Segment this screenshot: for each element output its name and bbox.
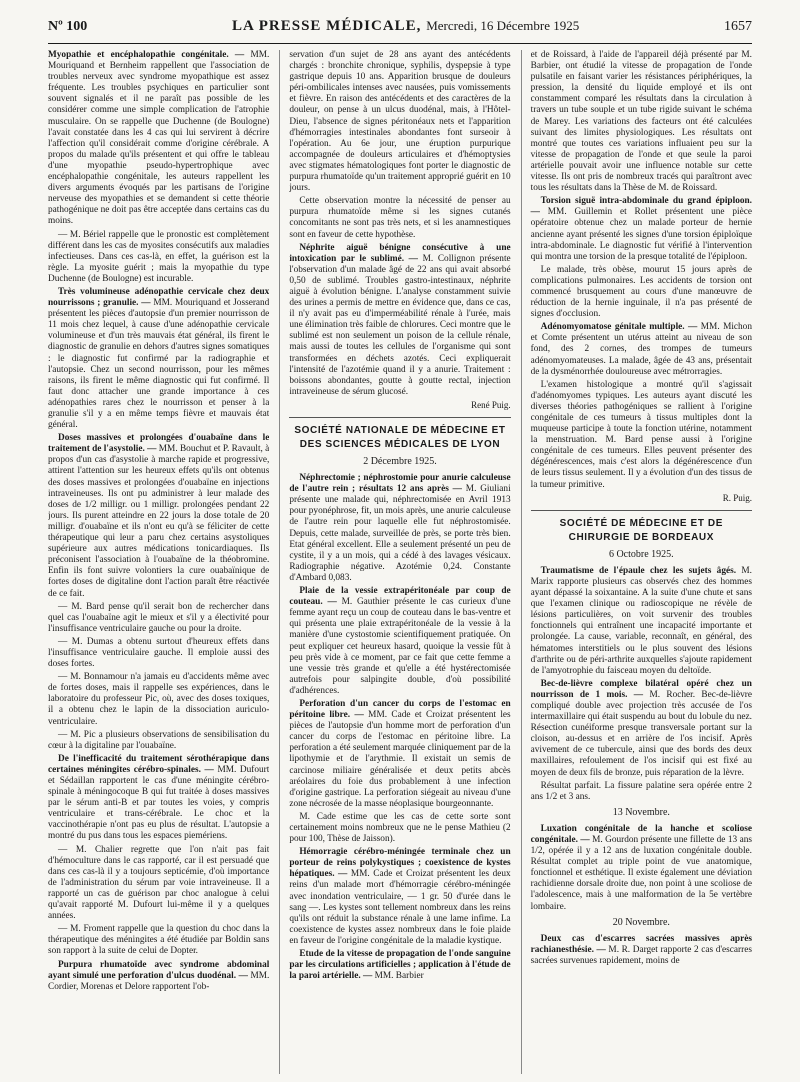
section-divider xyxy=(531,510,752,511)
paragraph xyxy=(48,287,269,431)
paragraph-text: MM. Dufourt et Sédaillan rapportent le cas d'une méningite cérébro-spinale à méningocoque B qui fut traitée à doses massives par le sérum anti-B et par toutes les voies, y compris ventriculaire et trans-cérébrale. Le choc et la vaccinothérapie n'ont pas eu plus de résultat. L'autopsie a montré du pus dans tous les espaces piemériens. xyxy=(48,764,270,842)
item-heading: Perforation d'un cancer du corps de l'estomac en péritoine libre. — xyxy=(289,698,511,721)
item-heading: Très volumineuse adénopathie cervicale chez deux nourrissons ; granulie. — xyxy=(48,286,270,309)
paragraph-text: MM. Guillemin et Rollet présentent une pièce opératoire obtenue chez un malade porteur de hernie ancienne ayant présenté les signes d'une torsion épiploïque intra-abdominale. Le diagnostic fut vérifié à l'intervention qui montra une torsion de la presque totalité de l'épiploon. xyxy=(530,207,752,262)
paragraph xyxy=(289,847,510,947)
paragraph: — M. Pic a plusieurs observations de sensibilisation du cœur à la digitaline par l'ouabaïne. xyxy=(48,729,270,751)
item-heading: Hémorragie cérébro-méningée terminale chez un porteur de reins polykystiques ; coexistence de kystes hépatiques. — xyxy=(289,847,511,880)
paragraph: — M. Bonnamour n'a jamais eu d'accidents même avec de fortes doses, mais il rappelle ses expériences, dans le laboratoire du professeur Pic, où, avec des doses toxiques, il a obtenu chez le lapin de la dissociation auriculo-ventriculaire. xyxy=(48,672,270,727)
issue-number: Nº 100 xyxy=(48,19,88,34)
paragraph-text: M. Marix rapporte plusieurs cas observés chez des hommes ayant dépassé la soixantaine. A la suite d'une chute et sans que l'examen clinique ou radioscopique ne révèle de lésions particulières, on voit survenir des troubles fonctionnels qui entraînent une incapacité importante et prolongée. La cause, variable, reconnaît, en général, des hématomes interstitiels ou le plus souvent des lésions d'arthrite ou de péri-arthrite auxquelles s'ajoute rapidement de l'amyotrophie du faisceau moyen du deltoïde. xyxy=(530,565,752,676)
item-heading: Torsion siguë intra-abdominale du grand épiploon. — xyxy=(530,196,752,218)
paragraph-text: M. Rocher. Bec-de-lièvre compliqué double avec projection très accusée de l'os intermaxillaire qui était suspendu au bout du lobule du nez. Résection cunéiforme presque transversale portant sur la cloison, au-dessus et en arrière de l'os incisif. Après avivement de ce tubercule, ainsi que des bords des deux maxillaires, refoulement de l'os incisif qui est fixé au moyen de deux fils de bronze, puis réparation de la lèvre. xyxy=(530,689,752,778)
item-heading: Plaie de la vessie extrapéritonéale par coup de couteau. — xyxy=(289,586,511,608)
society-title: SOCIÉTÉ NATIONALE DE MÉDECINE ET DES SCIENCES MÉDICALES DE LYON xyxy=(294,425,506,450)
session-date: 13 Novembre. xyxy=(612,806,670,818)
item-heading: Bec-de-lièvre complexe bilatéral opéré chez un nourrisson de 1 mois. — xyxy=(530,678,752,700)
paragraph-text: M. Giuliani présente une malade qui, néphrectomisée en Avril 1913 pour pyonéphrose, fit, un mois après, une anurie calculeuse de l'autre rein pour laquelle elle fut néphrostomisée. Depuis, cette malade, surveillée de près, se porte très bien. Etat général excellent. Elle a seulement présenté un peu de cystite, il y a un mois, qui a cédé à des lavages vésicaux. Radiographie négative. Azotémie 0,24. Constante d'Ambard 0,083. xyxy=(289,484,511,583)
signature: René Puig. xyxy=(471,399,511,410)
paragraph: Cette observation montre la nécessité de penser au purpura rhumatoïde même si les signes cutanés concomitants ne sont pas très nets, et si les anamnestiques sont en faveur de cette hypothèse. xyxy=(289,196,511,240)
paragraph xyxy=(531,824,752,913)
paragraph-text: MM. Cade et Croizat présentent les deux reins d'un malade mort d'hémorragie cérébro-méningée avec inondation ventriculaire, — 1 gr. 50 d'urée dans le sang —. Les kystes sont tellement nombreux dans les reins qu'ils ont réduit la substance rénale à une lame infime. La coexistence de kystes assez nombreux dans le foie plaide en faveur de l'origine congénitale de la maladie kystique. xyxy=(289,869,511,946)
issue-date: Mercredi, 16 Décembre 1925 xyxy=(426,18,580,33)
session-date: 6 Octobre 1925. xyxy=(608,548,674,560)
paragraph: Le malade, très obèse, mourut 15 jours après de complications pulmonaires. Les accidents de torsion ont commencé brusquement au cours d'une manœuvre de réduction de la hernie inguinale, il n'a pas présenté de signes d'occlusion. xyxy=(530,264,752,320)
paragraph xyxy=(531,322,752,377)
paragraph xyxy=(531,934,752,967)
item-heading: Néphrite aiguë bénigne consécutive à une intoxication par le sublimé. — xyxy=(289,242,511,264)
paragraph xyxy=(48,50,269,228)
paragraph-text: M. R. Darget rapporte 2 cas d'escarres sacrées survenues rapidement, moins de xyxy=(530,944,752,966)
paragraph xyxy=(48,960,269,993)
item-heading: Doses massives et prolongées d'ouabaïne dans le traitement de l'asystolie. — xyxy=(48,433,270,455)
column-2 xyxy=(279,50,510,1074)
paragraph xyxy=(531,566,752,677)
item-heading: Myopathie et encéphalopathie congénitale. — xyxy=(48,50,245,60)
paragraph: servation d'un sujet de 28 ans ayant des antécédents chargés : bronchite chronique, syphilis, dyspepsie à type gastrique depuis 10 ans. Apparition brusque de douleurs péri-ombilicales intenses avec nausées, puis vomissements et fièvre. En raison des antécédents et des caractères de la douleur, on pense à un ulcus duodénal, mais, à l'Hôtel-Dieu, l'absence de signes péritonéaux nets et l'apparition d'hémorragies intestinales abondantes font surseoir à l'opération. Au 6e jour, une éruption purpurique accompagnée de douleurs articulaires et d'hémoptysies avec stigmates hématologiques font porter le diagnostic de purpura rhumatoïde qu'un traitement approprié guérit en 10 jours. xyxy=(289,50,511,194)
session-date: 2 Décembre 1925. xyxy=(363,456,437,467)
item-heading: Néphrectomie ; néphrostomie pour anurie calculeuse de l'autre rein ; résultats 12 ans après — xyxy=(289,473,511,495)
journal-name: LA PRESSE MÉDICALE, xyxy=(231,18,422,34)
paragraph xyxy=(531,196,752,263)
page-header xyxy=(48,18,752,44)
paragraph: — M. Dumas a obtenu surtout d'heureux effets dans l'insuffisance ventriculaire gauche. Il emploie aussi des doses fortes. xyxy=(48,636,270,670)
page-folio: 1657 xyxy=(723,19,752,34)
paragraph-text: MM. Mouriquand et Bernheim rappellent que l'association de troubles nerveux avec syndrome myopathique est assez fréquente. Les troubles psychiques en particulier sont souvent signalés et il ne paraît pas possible de les considérer comme une simple complication de l'atrophie musculaire. On se rappelle que Duchenne (de Boulogne) l'avait constatée dans les 4 cas qui lui servirent à décrire l'affection qu'il considérait comme d'origine cérébrale. A propos du malade qu'ils présentent et qui offre le tableau d'une myopathie pseudo-hypertrophique avec encéphalopathie congénitale, les auteurs rappellent les divers arguments évoqués par les partisans de l'origine nerveuse des myopathies et se demandent si cette théorie pathogénique ne doit pas être acceptée dans certains cas du moins. xyxy=(48,50,270,227)
item-heading: De l'inefficacité du traitement sérothérapique dans certaines méningites cérébro-spinales. — xyxy=(48,753,270,775)
paragraph-text: M. Collignon présente l'observation d'un malade âgé de 22 ans qui avait absorbé 0,50 de sublimé. Troubles gastro-intestinaux, néphrite aiguë à évolution bénigne. L'analyse constamment suivie des urines a permis de mettre en évidence que, dans ce cas, il n'y avait pas eu d'imperméabilité rénale à l'urée, mais une élimination très faible de chlorures. Ceci montre que le sublimé est non seulement un poison de la cellule rénale, mais aussi de toutes les cellules de l'organisme qui sont transformées en déchets azotés. Ceci expliquerait l'intensité de l'azotémie quand il y a anurie. Traitement : boissons abondantes, goutte à goutte rectal, injection intraveineuse de sérum glucosé. xyxy=(289,253,511,397)
society-title: SOCIÉTÉ DE MÉDECINE ET DE CHIRURGIE DE BORDEAUX xyxy=(559,517,723,543)
paragraph: — M. Bard pense qu'il serait bon de rechercher dans quel cas l'ouabaïne agit le mieux et s'il y a électivité pour l'insuffisance ventriculaire gauche ou pour la droite. xyxy=(48,601,270,634)
paragraph xyxy=(289,699,510,810)
paragraph-text: MM. Cordier, Morenas et Delore rapportent l'ob- xyxy=(48,970,270,992)
paragraph-text: M. Gourdon présente une fillette de 13 ans 1/2, opérée il y a 12 ans de luxation congénitale double. Résultat complet au triple point de vue anatomique, fonctionnel et esthétique. Il existe également une déviation rachidienne dorsale droite due, non point à une scoliose de l'adolescence, mais à une malformation de la 5e vertèbre lombaire. xyxy=(530,835,752,912)
columns xyxy=(48,50,752,1074)
paragraph: — M. Froment rappelle que la question du choc dans la thérapeutique des méningites a été étudiée par Boldin sans son rapport à la suite de celui de Dopter. xyxy=(48,924,270,957)
item-heading: Purpura rhumatoïde avec syndrome abdominal ayant simulé une perforation d'ulcus duodénal. — xyxy=(48,959,270,981)
paragraph xyxy=(289,473,510,584)
session-date: 20 Novembre. xyxy=(612,916,670,928)
paragraph xyxy=(289,243,510,398)
section-divider xyxy=(289,417,510,418)
paragraph-text: MM. Cade et Croizat présentent les pièces de l'autopsie d'un homme mort de perforation d'un cancer du corps de l'estomac en péritoine libre. La perforation a été seulement marquée cliniquement par de la lipothymie et de l'arythmie. Il existait un semis de carcinose miliaire généralisée et deux petits abcès aréolaires du foie dus probablement à une infection d'origine gastrique. La perforation siégeait au niveau d'une zone nécrosée de la masse néoplasique bourgeonnante. xyxy=(289,710,511,809)
paragraph: — M. Chalier regrette que l'on n'ait pas fait d'hémoculture dans le cas rapporté, car il est persuadé que dans ces cas-là il y a toujours septicémie, d'où importance de l'administration du sérum par voie intraveineuse. Il a rapporté un cas de guérison par choc analogue à celui qu'avait rapporté M. Dufourt lui-même il y a quelques années. xyxy=(48,844,270,922)
column-3 xyxy=(521,50,752,1074)
item-heading: Luxation congénitale de la hanche et scoliose congénitale. — xyxy=(530,823,752,845)
paragraph-text: MM. Barbier xyxy=(374,971,424,982)
paragraph-text: M. Gauthier présente le cas curieux d'une femme ayant reçu un coup de couteau dans le bas-ventre et qui présenta une plaie extrapéritonéale de la vessie à la manière d'une cystostomie scientifiquement pratiquée. On peut expliquer cet heureux hasard, quoique la vessie fût à peu près vide à ce moment, par ce fait que cette femme a une vessie très grande et qu'elle a été hystérectomisée autrefois pour salpingite double, d'où possibilité d'adhérences. xyxy=(289,597,511,696)
paragraph-text: MM. Bouchut et P. Ravault, à propos d'un cas d'asystolie à marche rapide et progressive, attirent l'attention sur les heureux effets qu'ils ont obtenus des doses massives et prolongées d'ouabaïne en injections intraveineuses. Ils ont pu administrer à leur malade des doses de 1/2 milligr. ou 1 milligr. prolongées pendant 22 jours. Ils purent atteindre en 22 jours la dose totale de 20 milligr. d'ouabaïne et ils n'ont eu qu'à se féliciter de cette thérapeutique qui leur a paru chez certains asystoliques supérieure aux autres médications tonicardiaques. Ils préconisent l'association à l'ouabaïne de la théobromine. Enfin ils font suivre volontiers la cure ouabaïnique de fortes doses de digitaline dont l'action paraît être réactivée de ce fait. xyxy=(48,444,270,599)
paragraph xyxy=(48,433,269,599)
paragraph: M. Cade estime que les cas de cette sorte sont certainement moins nombreux que ne le pense Mathieu (2 pour 100, Thèse de Jaisson). xyxy=(289,811,511,845)
item-heading: Adénomyomatose génitale multiple. — xyxy=(540,322,698,333)
paragraph-text: MM. Michon et Comte présentent un utérus atteint au niveau de son fond, des 2 cornes, des trompes de tumeurs adénomyomateuses. La malade, âgée de 43 ans, présentait de la dysménorrhée douloureuse avec métrorragies. xyxy=(530,322,752,377)
paragraph xyxy=(289,949,510,982)
item-heading: Etude de la vitesse de propagation de l'onde sanguine par les circulations artificielles ; application à l'étude de la paroi artérielle. — xyxy=(289,949,511,982)
paragraph xyxy=(48,754,269,843)
item-heading: Deux cas d'escarres sacrées massives après rachianesthésie. — xyxy=(530,933,752,955)
paragraph xyxy=(531,679,752,779)
paragraph: Résultat parfait. La fissure palatine sera opérée entre 2 ans 1/2 et 3 ans. xyxy=(530,780,752,802)
column-1 xyxy=(48,50,269,1074)
signature: R. Puig. xyxy=(722,492,752,503)
paragraph-text: MM. Mouriquand et Josserand présentent les pièces d'autopsie d'un premier nourrisson de 11 mois chez lequel, à cause d'une adénopathie cervicale volumineuse et d'un très mauvais état général, ils firent le diagnostic de granulie en dehors d'autres signes somatiques : le diagnostic fut confirmé par la radiographie et l'autopsie. Chez un second nourrisson, pour les mêmes raisons, ils firent le même diagnostic qui fut confirmé. Il faut donc attacher une grande importance à ces adénopathies rares chez le nourrisson et penser à la granulie s'il y a en même temps fièvre et mauvais état général. xyxy=(48,298,270,431)
item-heading: Traumatisme de l'épaule chez les sujets âgés. xyxy=(540,565,737,576)
paragraph: L'examen histologique a montré qu'il s'agissait d'adénomyomes typiques. Les auteurs ayant discuté les diverses théories pathogéniques se rallient à l'origine congénitale de ces tumeurs à tissus multiples dont la muqueuse participe à toute la fonction utérine, notamment la menstruation. M. Bard pense aussi à l'origine congénitale de ces tumeurs. Elles peuvent présenter des dégénérescences, mais c'est alors la dégénérescence d'un de leurs tissus seulement. Il y a évolution d'un des tissus de la tumeur primitive. xyxy=(530,379,752,490)
paragraph: et de Roissard, à l'aide de l'appareil déjà présenté par M. Barbier, ont étudié la vitesse de propagation de l'onde pulsatile en faisant varier les résistances périphériques, la pression, la densité du liquide employé et ils ont constamment comparé les résultats dans la circulation à travers un tube souple et un tube rigide suivant le schéma de Marey. Les variations des facteurs ont été calculées suivant des limites physiologiques. Les résultats ont montré que toutes ces variations influaient peu sur la vitesse de propagation de l'onde et que seule la paroi artérielle pouvait avoir une influence notable sur cette vitesse. Ils ont pris de nombreux tracés qui paraîtront avec tous les résultats dans la Thèse de M. de Roissard. xyxy=(530,50,752,194)
paragraph: — M. Bériel rappelle que le pronostic est complètement différent dans les cas de myosites consécutifs aux maladies infectieuses. Dans ces cas-là, en effet, la guérison est la règle. La myosite guérit ; mais la myopathie du type Duchenne (de Boulogne) est incurable. xyxy=(48,229,270,284)
journal-title xyxy=(232,18,579,35)
paragraph xyxy=(289,586,510,697)
